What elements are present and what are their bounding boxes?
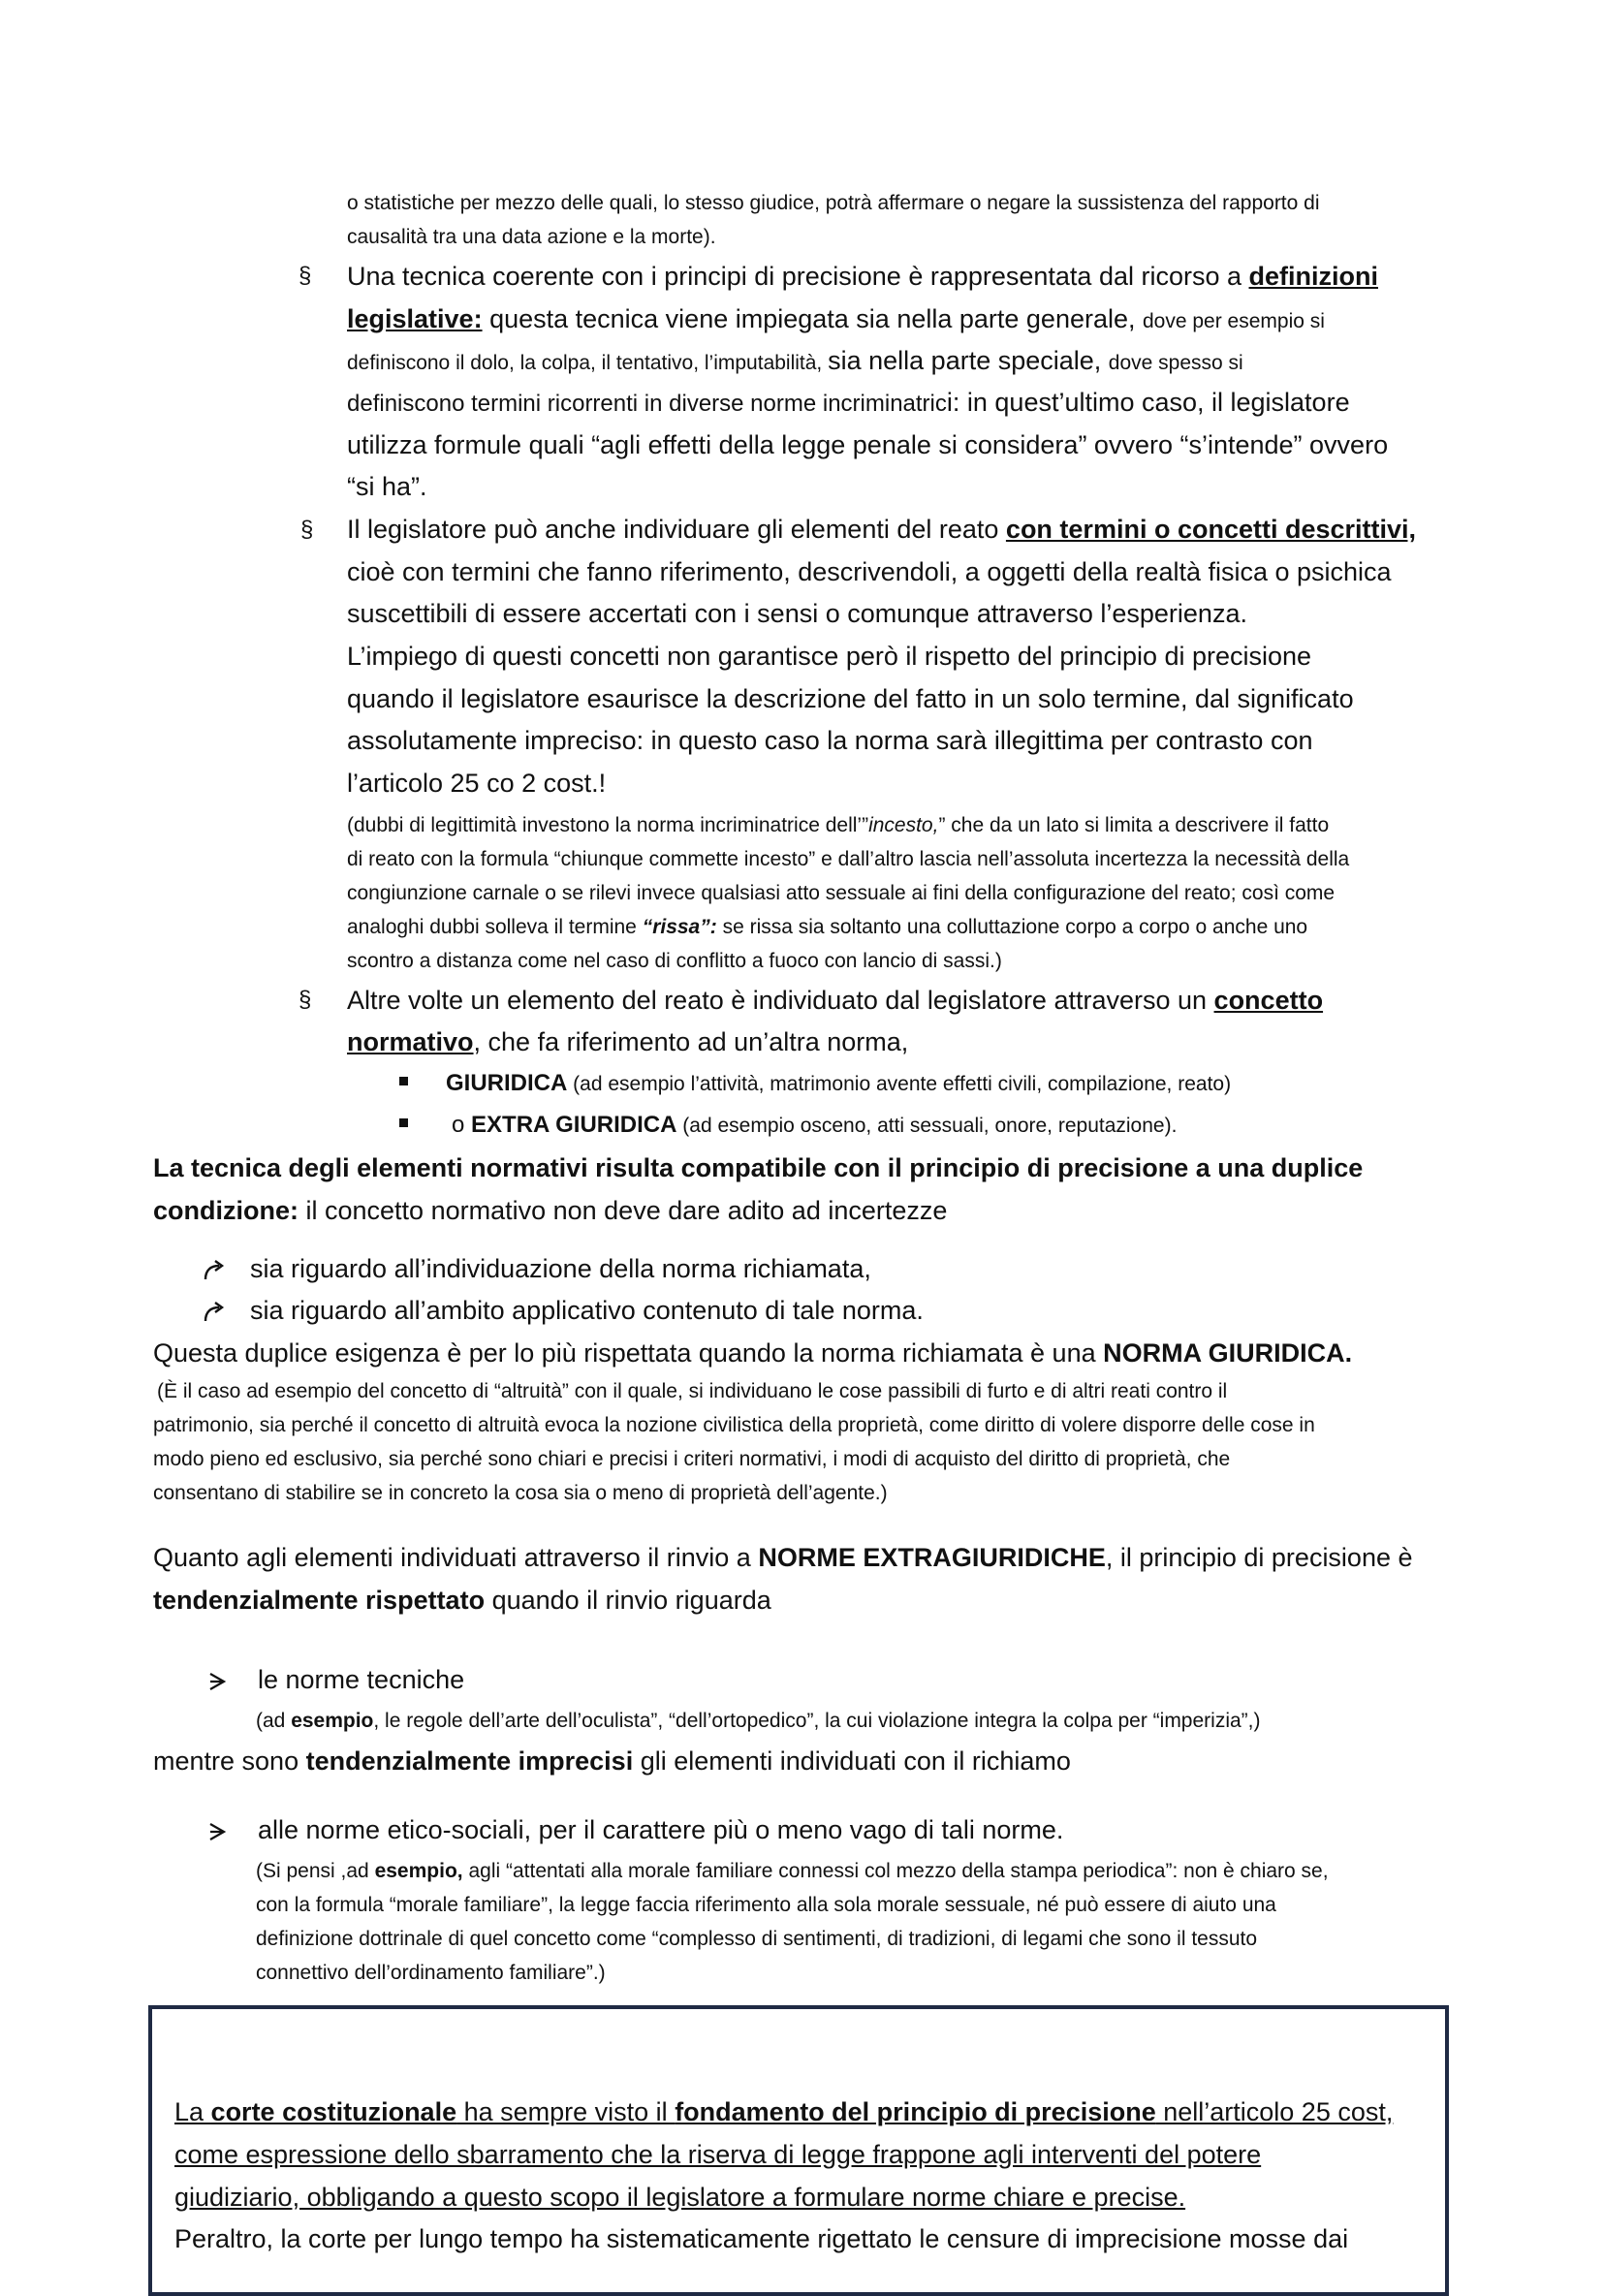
- b3-line2: normativo, che fa riferimento ad un’altra norma,: [347, 1027, 909, 1056]
- p3-note2: patrimonio, sia perché il concetto di altruità evoca la nozione civilistica della proprietà, come diritto di volere disporre delle cose in: [153, 1414, 1315, 1436]
- b2-line3: suscettibili di essere accertati con i sensi o comunque attraverso l’esperienza.: [347, 599, 1247, 628]
- box-line4: Peraltro, la corte per lungo tempo ha sistematicamente rigettato le censure di imprecisione mosse dai: [174, 2224, 1349, 2253]
- square-bullet-icon: [399, 1077, 408, 1085]
- chevron-bullet-icon: [207, 1672, 227, 1691]
- section-sign-icon: §: [299, 987, 312, 1013]
- curved-arrow-icon: [202, 1258, 227, 1283]
- section-sign-icon: §: [299, 263, 312, 289]
- b2-note5: scontro a distanza come nel caso di conflitto a fuoco con lancio di sassi.): [347, 950, 1002, 972]
- b2-note1: (dubbi di legittimità investono la norma incriminatrice dell’”incesto,” che da un lato si limita a descrivere il fatto: [347, 814, 1330, 836]
- p4-line3: mentre sono tendenzialmente imprecisi gli elementi individuati con il richiamo: [153, 1746, 1071, 1776]
- p4-line2: tendenzialmente rispettato quando il rinvio riguarda: [153, 1586, 771, 1615]
- b2-note4: analoghi dubbi solleva il termine “rissa”: se rissa sia soltanto una colluttazione corpo a corpo o anche uno: [347, 916, 1308, 938]
- p4-line1: Quanto agli elementi individuati attraverso il rinvio a NORME EXTRAGIURIDICHE, il principio di precisione è: [153, 1543, 1413, 1572]
- p3-line1: Questa duplice esigenza è per lo più rispettata quando la norma richiamata è una NORMA GIURIDICA.: [153, 1338, 1353, 1368]
- b1-line2: legislative: questa tecnica viene impiegata sia nella parte generale, dove per esempio si: [347, 304, 1325, 333]
- b3-sub2: o EXTRA GIURIDICA (ad esempio osceno, atti sessuali, onore, reputazione).: [452, 1112, 1178, 1138]
- p4-item2: alle norme etico-sociali, per il carattere più o meno vago di tali norme.: [258, 1815, 1064, 1844]
- p4-item2-note2: con la formula “morale familiare”, la legge faccia riferimento alla sola morale sessuale, né può essere di aiuto una: [256, 1894, 1276, 1916]
- box-line1: La corte costituzionale ha sempre visto il fondamento del principio di precisione nell’articolo 25 cost,: [174, 2097, 1394, 2126]
- section-sign-icon: §: [300, 517, 314, 543]
- b1-line1: Una tecnica coerente con i principi di precisione è rappresentata dal ricorso a definizioni: [347, 262, 1378, 291]
- b2-line7: l’articolo 25 co 2 cost.!: [347, 769, 607, 798]
- b1-line3: definiscono il dolo, la colpa, il tentativo, l’imputabilità, sia nella parte speciale, dove spesso si: [347, 346, 1243, 375]
- b2-line1: Il legislatore può anche individuare gli elementi del reato con termini o concetti descrittivi,: [347, 515, 1417, 544]
- b3-sub1: GIURIDICA (ad esempio l’attività, matrimonio avente effetti civili, compilazione, reato): [446, 1070, 1232, 1096]
- p4-item1-note: (ad esempio, le regole dell’arte dell’oculista”, “dell’ortopedico”, la cui violazione integra la colpa per “imperizia”,): [256, 1710, 1261, 1732]
- arrow-item-1: sia riguardo all’individuazione della norma richiamata,: [250, 1254, 871, 1283]
- box-line3: giudiziario, obbligando a questo scopo il legislatore a formulare norme chiare e precise.: [174, 2183, 1186, 2212]
- p3-note3: modo pieno ed esclusivo, sia perché sono chiari e precisi i criteri normativi, i modi di acquisto del diritto di proprietà, che: [153, 1448, 1231, 1470]
- b2-line5: quando il legislatore esaurisce la descrizione del fatto in un solo termine, dal significato: [347, 684, 1354, 713]
- box-line2: come espressione dello sbarramento che la riserva di legge frappone agli interventi del potere: [174, 2140, 1262, 2169]
- p4-item1: le norme tecniche: [258, 1665, 465, 1694]
- b1-line6: “si ha”.: [347, 472, 427, 501]
- b2-line6: assolutamente impreciso: in questo caso la norma sarà illegittima per contrasto con: [347, 726, 1313, 755]
- b3-line1: Altre volte un elemento del reato è individuato dal legislatore attraverso un concetto: [347, 986, 1324, 1015]
- b2-line2: cioè con termini che fanno riferimento, descrivendoli, a oggetti della realtà fisica o psichica: [347, 557, 1392, 586]
- p2-line1: La tecnica degli elementi normativi risulta compatibile con il principio di precisione a una duplice: [153, 1153, 1364, 1182]
- p3-note4: consentano di stabilire se in concreto la cosa sia o meno di proprietà dell’agente.): [153, 1482, 888, 1504]
- b2-note3: congiunzione carnale o se rilevi invece qualsiasi atto sessuale ai fini della configurazione del reato; così come: [347, 882, 1336, 904]
- p4-item2-note3: definizione dottrinale di quel concetto come “complesso di sentimenti, di tradizioni, di legami che sono il tessuto: [256, 1928, 1258, 1950]
- b1-line5: utilizza formule quali “agli effetti della legge penale si considera” ovvero “s’intende” ovvero: [347, 430, 1389, 459]
- b2-line4: L’impiego di questi concetti non garantisce però il rispetto del principio di precisione: [347, 642, 1312, 671]
- curved-arrow-icon: [202, 1300, 227, 1325]
- p2-line2: condizione: il concetto normativo non deve dare adito ad incertezze: [153, 1196, 948, 1225]
- chevron-bullet-icon: [207, 1822, 227, 1841]
- p1-line1: o statistiche per mezzo delle quali, lo stesso giudice, potrà affermare o negare la sussistenza del rapporto di: [347, 192, 1320, 214]
- square-bullet-icon: [399, 1118, 408, 1127]
- arrow-item-2: sia riguardo all’ambito applicativo contenuto di tale norma.: [250, 1296, 924, 1325]
- p4-item2-note1: (Si pensi ,ad esempio, agli “attentati alla morale familiare connessi col mezzo della stampa periodica”: non è chiaro se,: [256, 1860, 1329, 1882]
- p3-note1: (È il caso ad esempio del concetto di “altruità” con il quale, si individuano le cose passibili di furto e di altri reati contro il: [157, 1380, 1228, 1402]
- p4-item2-note4: connettivo dell’ordinamento familiare”.): [256, 1962, 606, 1984]
- p1-line2: causalità tra una data azione e la morte).: [347, 226, 716, 248]
- b2-note2: di reato con la formula “chiunque commette incesto” e dall’altro lascia nell’assoluta incertezza la necessità della: [347, 848, 1350, 870]
- b1-line4: definiscono termini ricorrenti in diverse norme incriminatrici: in quest’ultimo caso, il legislatore: [347, 388, 1350, 417]
